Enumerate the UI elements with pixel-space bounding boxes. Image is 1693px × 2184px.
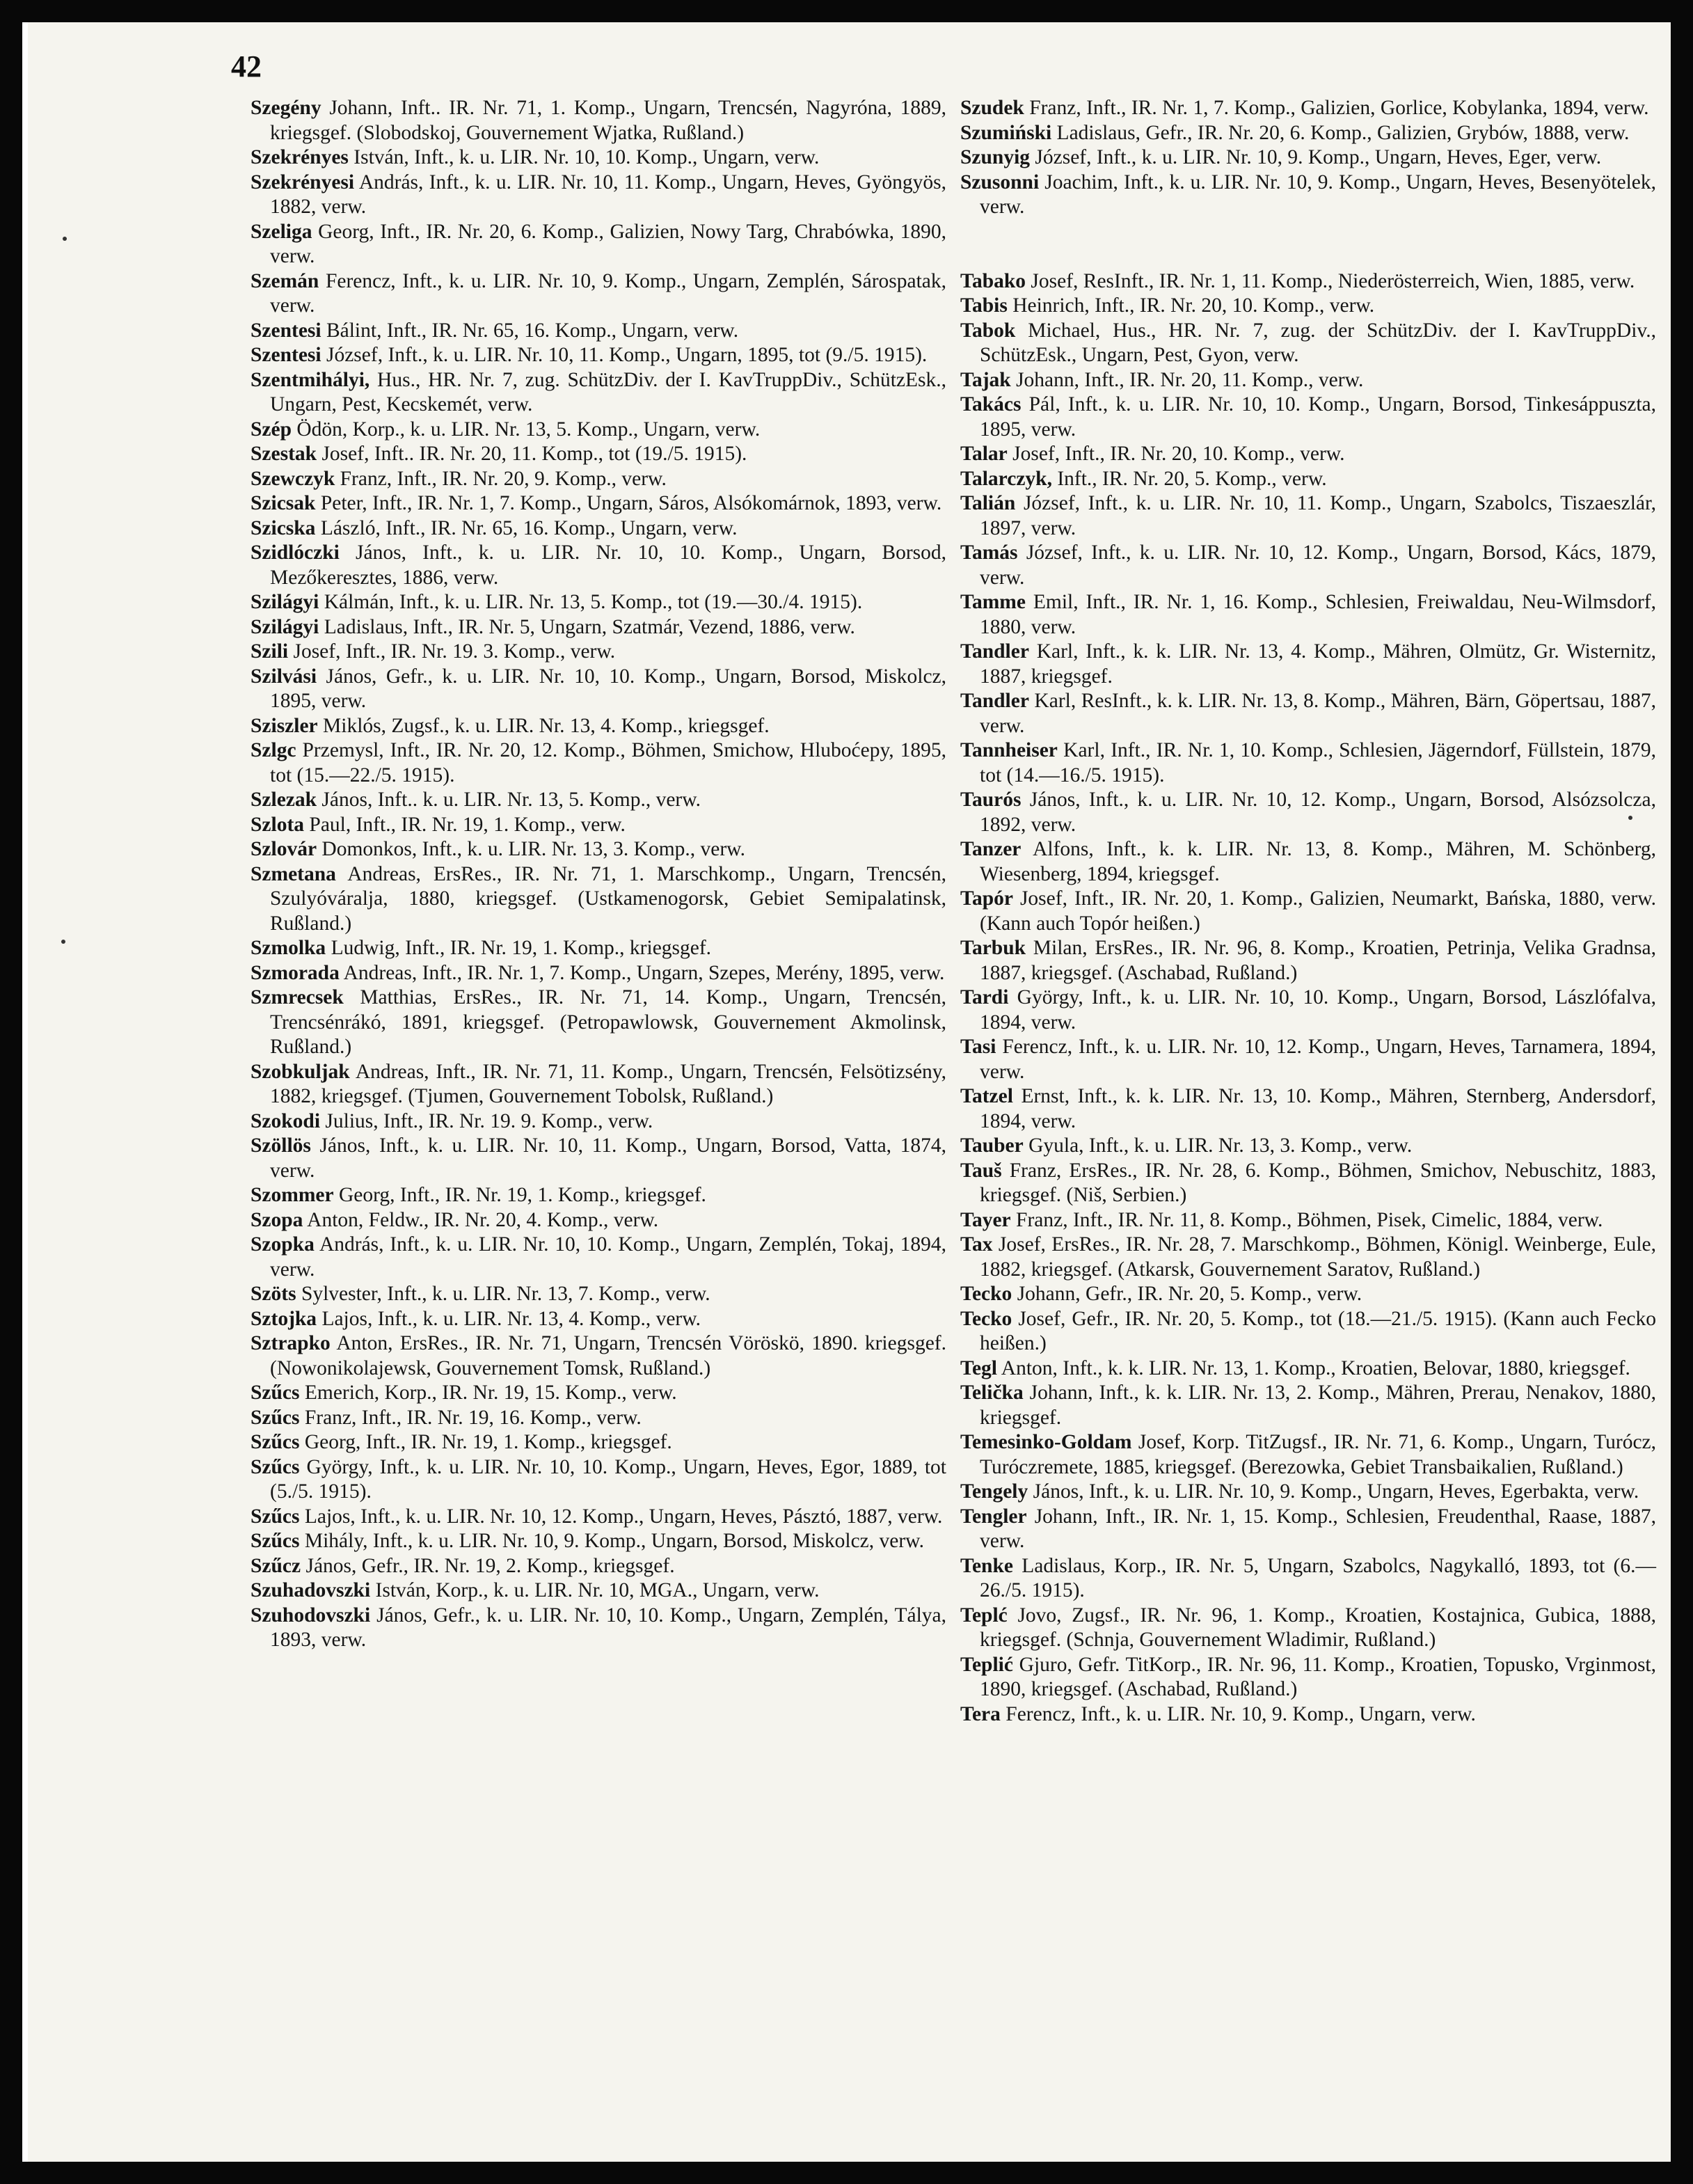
entry-details: Josef, Korp. TitZugsf., IR. Nr. 71, 6. Komp., Ungarn, Turócz, Turóczremete, 1885, kriegsgef. (Berezowka, Gebiet Transbaikalien, Rußland.)	[980, 1431, 1657, 1478]
entry-details: Ferencz, Inft., k. u. LIR. Nr. 10, 9. Komp., Ungarn, Zemplén, Sárospatak, verw.	[270, 269, 947, 317]
entry-details: Hus., HR. Nr. 7, zug. SchützDiv. der I. KavTruppDiv., SchützEsk., Ungarn, Pest, Kecskemét, verw.	[270, 368, 946, 416]
register-entry	[960, 1233, 1656, 1282]
entry-surname: Talián	[960, 492, 1016, 514]
register-entry	[960, 1480, 1656, 1505]
register-entry	[251, 516, 946, 541]
entry-surname: Szopa	[251, 1208, 303, 1231]
register-entry	[960, 491, 1656, 541]
entry-details: János, Inft., k. u. LIR. Nr. 10, 12. Komp., Ungarn, Borsod, Alsózsolcza, 1892, verw.	[980, 789, 1656, 836]
entry-surname: Tabok	[960, 319, 1016, 342]
entry-details: András, Inft., k. u. LIR. Nr. 10, 10. Komp., Ungarn, Zemplén, Tokaj, 1894, verw.	[270, 1233, 946, 1281]
entry-details: József, Inft., k. u. LIR. Nr. 10, 11. Komp., Ungarn, 1895, tot (9./5. 1915).	[326, 344, 928, 366]
entry-details: Joachim, Inft., k. u. LIR. Nr. 10, 9. Komp., Ungarn, Heves, Besenyötelek, verw.	[980, 171, 1656, 218]
register-entry	[960, 1282, 1656, 1307]
entry-surname: Szlota	[251, 813, 305, 836]
entry-details: Paul, Inft., IR. Nr. 19, 1. Komp., verw.	[309, 813, 626, 836]
entry-details: Johann, Inft., IR. Nr. 20, 11. Komp., verw.	[1016, 368, 1364, 391]
register-entry	[960, 1505, 1656, 1554]
entry-surname: Szép	[251, 418, 292, 441]
entry-details: Georg, Inft., IR. Nr. 20, 6. Komp., Galizien, Nowy Targ, Chrabówka, 1890, verw.	[270, 220, 946, 267]
register-entry	[960, 788, 1656, 837]
entry-details: Josef, Inft., IR. Nr. 20, 1. Komp., Galizien, Neumarkt, Bańska, 1880, verw. (Kann auch Topór heißen.)	[980, 887, 1657, 935]
entry-surname: Sztrapko	[251, 1332, 331, 1354]
entry-details: Johann, Inft.. IR. Nr. 71, 1. Komp., Ungarn, Trencsén, Nagyróna, 1889, kriegsgef. (Slobodskoj, Gouvernement Wjatka, Rußland.)	[270, 97, 946, 144]
section-gap	[960, 220, 1656, 269]
register-entry	[251, 1109, 946, 1134]
entry-surname: Tabako	[960, 269, 1026, 292]
register-entry	[251, 1529, 946, 1554]
entry-details: Milan, ErsRes., IR. Nr. 96, 8. Komp., Kroatien, Petrinja, Velika Gradnsa, 1887, kriegsgef. (Aschabad, Rußland.)	[980, 937, 1656, 984]
entry-details: Gjuro, Gefr. TitKorp., IR. Nr. 96, 11. Komp., Kroatien, Topusko, Vrginmost, 1890, kriegsgef. (Aschabad, Rußland.)	[980, 1653, 1656, 1700]
entry-details: Peter, Inft., IR. Nr. 1, 7. Komp., Ungarn, Sáros, Alsókomárnok, 1893, verw.	[320, 492, 942, 514]
entry-details: Emil, Inft., IR. Nr. 1, 16. Komp., Schlesien, Freiwaldau, Neu-Wilmsdorf, 1880, verw.	[980, 591, 1656, 638]
entry-surname: Szumiński	[960, 121, 1052, 144]
register-entry	[251, 467, 946, 492]
entry-details: Franz, Inft., IR. Nr. 11, 8. Komp., Böhmen, Pisek, Cimelic, 1884, verw.	[1016, 1208, 1603, 1231]
entry-surname: Tapór	[960, 887, 1013, 910]
register-entry	[960, 467, 1656, 492]
entry-surname: Tauš	[960, 1159, 1002, 1182]
entry-surname: Szili	[251, 640, 289, 663]
register-entry	[960, 319, 1656, 368]
entry-surname: Tabis	[960, 294, 1008, 317]
register-entry	[251, 837, 946, 862]
entry-details: János, Gefr., IR. Nr. 19, 2. Komp., kriegsgef.	[305, 1554, 675, 1577]
register-entry	[251, 1060, 946, 1109]
margin-speck	[61, 940, 65, 944]
entry-surname: Tayer	[960, 1208, 1011, 1231]
register-entry	[960, 1208, 1656, 1233]
entry-details: János, Inft., k. u. LIR. Nr. 10, 9. Komp., Ungarn, Heves, Egerbakta, verw.	[1033, 1480, 1639, 1503]
entry-details: Anton, ErsRes., IR. Nr. 71, Ungarn, Trencsén Vöröskö, 1890. kriegsgef. (Nowonikolajewsk, Gouvernement Tomsk, Rußland.)	[270, 1332, 946, 1379]
entry-details: Bálint, Inft., IR. Nr. 65, 16. Komp., Ungarn, verw.	[326, 319, 739, 342]
entry-surname: Szöts	[251, 1283, 296, 1305]
entry-details: Ferencz, Inft., k. u. LIR. Nr. 10, 12. Komp., Ungarn, Heves, Tarnamera, 1894, verw.	[980, 1036, 1657, 1083]
entry-surname: Szentesi	[251, 319, 321, 342]
register-entry	[251, 1183, 946, 1208]
entry-surname: Talar	[960, 443, 1008, 465]
register-entry	[960, 1134, 1656, 1159]
entry-surname: Szűcs	[251, 1431, 300, 1453]
entry-details: József, Inft., k. u. LIR. Nr. 10, 9. Komp., Ungarn, Heves, Eger, verw.	[1035, 146, 1602, 168]
register-entry	[960, 269, 1656, 294]
register-entry	[960, 1430, 1656, 1480]
entry-details: Emerich, Korp., IR. Nr. 19, 15. Komp., verw.	[304, 1382, 677, 1404]
entry-surname: Tarbuk	[960, 937, 1026, 959]
entry-surname: Szűcs	[251, 1382, 300, 1404]
entry-details: József, Inft., k. u. LIR. Nr. 10, 11. Komp., Ungarn, Szabolcs, Tiszaeszlár, 1897, verw.	[980, 492, 1656, 539]
entry-details: Ernst, Inft., k. k. LIR. Nr. 13, 10. Komp., Mähren, Sternberg, Andersdorf, 1894, verw.	[980, 1085, 1657, 1132]
register-entry	[251, 1208, 946, 1233]
entry-surname: Szokodi	[251, 1109, 321, 1132]
entry-details: Johann, Inft., IR. Nr. 1, 15. Komp., Schlesien, Freudenthal, Raase, 1887, verw.	[980, 1505, 1656, 1552]
register-entry	[960, 590, 1656, 640]
register-entry	[960, 1381, 1656, 1430]
register-entry	[251, 491, 946, 516]
register-entry	[960, 442, 1656, 467]
entry-details: György, Inft., k. u. LIR. Nr. 10, 10. Komp., Ungarn, Borsod, Lászlófalva, 1894, verw.	[980, 986, 1657, 1034]
entry-details: János, Gefr., k. u. LIR. Nr. 10, 10. Komp., Ungarn, Borsod, Miskolcz, 1895, verw.	[270, 665, 947, 712]
register-entry	[960, 640, 1656, 689]
entry-surname: Szűcz	[251, 1554, 301, 1577]
entry-details: János, Inft., k. u. LIR. Nr. 10, 11. Komp., Ungarn, Borsod, Vatta, 1874, verw.	[270, 1134, 947, 1182]
register-entry	[960, 1653, 1656, 1702]
entry-surname: Szilágyi	[251, 591, 319, 613]
margin-speck	[63, 237, 67, 241]
register-entry	[251, 1554, 946, 1579]
entry-surname: Szűcs	[251, 1530, 300, 1552]
entry-surname: Tandler	[960, 640, 1029, 663]
entry-surname: Szopka	[251, 1233, 315, 1256]
register-entry	[251, 1406, 946, 1431]
entry-surname: Tauber	[960, 1134, 1024, 1157]
register-entry	[960, 1307, 1656, 1356]
entry-details: Karl, Inft., k. k. LIR. Nr. 13, 4. Komp., Mähren, Olmütz, Gr. Wisternitz, 1887, kriegsgef.	[980, 640, 1656, 688]
entry-details: Ladislaus, Korp., IR. Nr. 5, Ungarn, Szabolcs, Nagykalló, 1893, tot (6.—26./5. 1915).	[980, 1554, 1657, 1601]
entry-details: József, Inft., k. u. LIR. Nr. 10, 12. Komp., Ungarn, Borsod, Kács, 1879, verw.	[980, 541, 1656, 589]
register-entry	[251, 1430, 946, 1455]
entry-details: András, Inft., k. u. LIR. Nr. 10, 11. Komp., Ungarn, Heves, Gyöngyös, 1882, verw.	[270, 171, 947, 218]
entry-details: Lajos, Inft., k. u. LIR. Nr. 13, 4. Komp., verw.	[321, 1307, 701, 1330]
entry-surname: Tengely	[960, 1480, 1028, 1503]
register-entry	[251, 961, 946, 986]
margin-speck	[1628, 816, 1632, 820]
entry-surname: Szekrényesi	[251, 171, 355, 193]
register-entry	[251, 145, 946, 171]
entry-surname: Szidlóczki	[251, 541, 340, 564]
page-number: 42	[231, 49, 262, 84]
entry-details: Anton, Feldw., IR. Nr. 20, 4. Komp., verw.	[307, 1208, 659, 1231]
left-column	[251, 96, 946, 1653]
entry-surname: Szicska	[251, 516, 316, 539]
register-entry	[251, 738, 946, 788]
right-column	[960, 96, 1656, 1727]
register-entry	[251, 1282, 946, 1307]
entry-details: Andreas, ErsRes., IR. Nr. 71, 1. Marschkomp., Ungarn, Trencsén, Szulyóváralja, 1880, kriegsgef. (Ustkamenogorsk, Gebiet Semipalatinsk, Rußland.)	[270, 862, 947, 935]
entry-surname: Szewczyk	[251, 467, 335, 490]
register-entry	[251, 319, 946, 344]
entry-details: János, Gefr., k. u. LIR. Nr. 10, 10. Komp., Ungarn, Zemplén, Tályа, 1893, verw.	[270, 1604, 946, 1651]
entry-surname: Tecko	[960, 1283, 1012, 1305]
register-entry	[960, 121, 1656, 146]
entry-surname: Tamás	[960, 541, 1018, 564]
entry-details: Alfons, Inft., k. k. LIR. Nr. 13, 8. Komp., Mähren, M. Schönberg, Wiesenberg, 1894, kriegsgef.	[980, 838, 1656, 885]
entry-details: Lajos, Inft., k. u. LIR. Nr. 10, 12. Komp., Ungarn, Heves, Pásztó, 1887, verw.	[304, 1505, 943, 1528]
entry-surname: Szentmihályi,	[251, 368, 370, 391]
entry-surname: Sztojka	[251, 1307, 317, 1330]
entry-surname: Szűcs	[251, 1455, 300, 1478]
entry-surname: Szunyig	[960, 146, 1031, 168]
entry-details: Anton, Inft., k. k. LIR. Nr. 13, 1. Komp., Kroatien, Belovar, 1880, kriegsgef.	[1001, 1356, 1630, 1379]
register-entry	[960, 294, 1656, 319]
register-entry	[960, 936, 1656, 986]
register-entry	[251, 813, 946, 838]
register-entry	[960, 541, 1656, 590]
entry-details: Karl, Inft., IR. Nr. 1, 10. Komp., Schlesien, Jägerndorf, Füllstein, 1879, tot (14.—16./5. 1915).	[980, 739, 1656, 786]
entry-surname: Tax	[960, 1233, 993, 1256]
entry-surname: Tamme	[960, 591, 1026, 613]
entry-details: Josef, Inft., IR. Nr. 20, 10. Komp., verw.	[1012, 443, 1345, 465]
register-entry	[251, 1233, 946, 1282]
entry-details: Karl, ResInft., k. k. LIR. Nr. 13, 8. Komp., Mähren, Bärn, Göpertsau, 1887, verw.	[980, 690, 1657, 737]
entry-surname: Talarczyk,	[960, 467, 1052, 490]
register-entry	[251, 96, 946, 145]
entry-details: Matthias, ErsRes., IR. Nr. 71, 14. Komp., Ungarn, Trencsén, Trencsénrákó, 1891, kriegsgef. (Petropawlowsk, Gouvernement Akmolinsk, Rußland.)	[270, 986, 946, 1058]
register-entry	[960, 1356, 1656, 1382]
entry-surname: Szuhodovszki	[251, 1604, 371, 1627]
entry-surname: Takács	[960, 393, 1022, 416]
entry-details: Josef, ErsRes., IR. Nr. 28, 7. Marschkomp., Böhmen, Königl. Weinberge, Eule, 1882, kriegsgef. (Atkarsk, Gouvernement Saratov, Rußland.)	[980, 1233, 1656, 1281]
entry-surname: Tatzel	[960, 1085, 1013, 1107]
register-entry	[251, 1505, 946, 1530]
register-entry	[960, 837, 1656, 887]
entry-surname: Teplić	[960, 1653, 1013, 1676]
register-entry	[251, 714, 946, 739]
entry-details: Georg, Inft., IR. Nr. 19, 1. Komp., kriegsgef.	[338, 1184, 706, 1206]
right-column-t-entries	[960, 269, 1656, 1727]
entry-details: Andreas, Inft., IR. Nr. 71, 11. Komp., Ungarn, Trencsén, Felsötizsény, 1882, kriegsgef. (Tjumen, Gouvernement Tobolsk, Rußland.)	[270, 1060, 947, 1107]
entry-details: Przemysl, Inft., IR. Nr. 20, 12. Komp., Böhmen, Smichow, Hluboćepy, 1895, tot (15.—22./5. 1915).	[270, 739, 946, 786]
entry-surname: Szicsak	[251, 492, 316, 514]
entry-details: Julius, Inft., IR. Nr. 19. 9. Komp., verw.	[325, 1109, 653, 1132]
register-entry	[960, 1084, 1656, 1134]
entry-surname: Szlovár	[251, 838, 317, 860]
entry-details: Sylvester, Inft., k. u. LIR. Nr. 13, 7. Komp., verw.	[301, 1283, 710, 1305]
register-entry	[251, 665, 946, 714]
entry-details: Franz, Inft., IR. Nr. 20, 9. Komp., verw.	[340, 467, 667, 490]
register-entry	[251, 936, 946, 961]
entry-surname: Szusonni	[960, 171, 1040, 193]
entry-details: Kálmán, Inft., k. u. LIR. Nr. 13, 5. Komp., tot (19.—30./4. 1915).	[324, 591, 863, 613]
entry-surname: Tardi	[960, 986, 1009, 1008]
entry-surname: Telička	[960, 1382, 1024, 1404]
document-page	[28, 15, 1674, 2166]
entry-details: Pál, Inft., k. u. LIR. Nr. 10, 10. Komp., Ungarn, Borsod, Tinkesáppuszta, 1895, verw.	[980, 393, 1657, 441]
entry-surname: Szlezak	[251, 789, 317, 811]
register-entry	[960, 1554, 1656, 1604]
entry-details: Heinrich, Inft., IR. Nr. 20, 10. Komp., verw.	[1012, 294, 1375, 317]
entry-surname: Szentesi	[251, 344, 321, 366]
register-entry	[251, 788, 946, 813]
register-entry	[960, 368, 1656, 393]
entry-surname: Szobkuljak	[251, 1060, 350, 1083]
entry-details: István, Inft., k. u. LIR. Nr. 10, 10. Komp., Ungarn, verw.	[353, 146, 820, 168]
register-entry	[251, 269, 946, 319]
entry-surname: Tanzer	[960, 838, 1022, 860]
entry-details: János, Inft., k. u. LIR. Nr. 10, 10. Komp., Ungarn, Borsod, Mezőkeresztes, 1886, verw.	[270, 541, 947, 589]
entry-surname: Tera	[960, 1702, 1001, 1725]
register-entry	[960, 887, 1656, 936]
register-entry	[960, 393, 1656, 442]
entry-details: Josef, ResInft., IR. Nr. 1, 11. Komp., Niederösterreich, Wien, 1885, verw.	[1031, 269, 1635, 292]
register-entry	[251, 590, 946, 615]
register-entry	[251, 442, 946, 467]
register-entry	[960, 1159, 1656, 1208]
register-entry	[251, 640, 946, 665]
register-entry	[251, 220, 946, 269]
register-entry	[960, 96, 1656, 121]
register-entry	[251, 171, 946, 220]
entry-details: Franz, Inft., IR. Nr. 19, 16. Komp., verw.	[304, 1406, 642, 1429]
entry-surname: Szegény	[251, 97, 321, 119]
register-entry	[960, 738, 1656, 788]
entry-surname: Szudek	[960, 97, 1024, 119]
entry-details: Mihály, Inft., k. u. LIR. Nr. 10, 9. Komp., Ungarn, Borsod, Miskolcz, verw.	[304, 1530, 924, 1552]
entry-surname: Szmolka	[251, 937, 326, 959]
register-entry	[251, 1331, 946, 1381]
register-entry	[251, 541, 946, 590]
entry-details: Michael, Hus., HR. Nr. 7, zug. der SchützDiv. der I. KavTruppDiv., SchützEsk., Ungarn, Pest, Gyon, verw.	[980, 319, 1656, 366]
register-entry	[251, 862, 946, 937]
register-entry	[960, 1604, 1656, 1653]
register-entry	[251, 986, 946, 1060]
register-entry	[251, 418, 946, 443]
entry-surname: Tasi	[960, 1036, 996, 1058]
register-entry	[251, 368, 946, 418]
entry-surname: Tecko	[960, 1307, 1012, 1330]
entry-details: Georg, Inft., IR. Nr. 19, 1. Komp., kriegsgef.	[304, 1431, 672, 1453]
register-entry	[251, 1134, 946, 1183]
entry-details: Johann, Inft., k. k. LIR. Nr. 13, 2. Komp., Mähren, Prerau, Nenakov, 1880, kriegsgef.	[980, 1382, 1657, 1429]
register-entry	[251, 1455, 946, 1505]
entry-details: Franz, Inft., IR. Nr. 1, 7. Komp., Galizien, Gorlice, Kobylanka, 1894, verw.	[1029, 97, 1649, 119]
entry-surname: Szűcs	[251, 1505, 300, 1528]
entry-surname: Szeliga	[251, 220, 312, 243]
register-entry	[251, 1604, 946, 1653]
entry-details: Gyula, Inft., k. u. LIR. Nr. 13, 3. Komp., verw.	[1028, 1134, 1413, 1157]
register-entry	[251, 343, 946, 368]
entry-details: Ladislaus, Inft., IR. Nr. 5, Ungarn, Szatmár, Vezend, 1886, verw.	[324, 615, 855, 638]
entry-details: Andreas, Inft., IR. Nr. 1, 7. Komp., Ungarn, Szepes, Merény, 1895, verw.	[343, 961, 945, 984]
entry-surname: Tengler	[960, 1505, 1027, 1528]
entry-surname: Szommer	[251, 1184, 334, 1206]
entry-details: Ödön, Korp., k. u. LIR. Nr. 13, 5. Komp., Ungarn, verw.	[296, 418, 761, 441]
entry-surname: Szmrecsek	[251, 986, 344, 1008]
entry-details: Domonkos, Inft., k. u. LIR. Nr. 13, 3. Komp., verw.	[321, 838, 745, 860]
entry-surname: Tannheiser	[960, 739, 1058, 761]
register-entry	[960, 145, 1656, 171]
register-entry	[960, 1035, 1656, 1084]
entry-surname: Temesinko-Goldam	[960, 1431, 1132, 1453]
register-entry	[960, 1702, 1656, 1727]
entry-surname: Szemán	[251, 269, 319, 292]
entry-surname: Szöllös	[251, 1134, 311, 1157]
right-column-s-entries	[960, 96, 1656, 220]
entry-surname: Szmetana	[251, 862, 336, 885]
entry-details: György, Inft., k. u. LIR. Nr. 10, 10. Komp., Ungarn, Heves, Egor, 1889, tot (5./5. 1915).	[270, 1455, 946, 1503]
entry-details: Ludwig, Inft., IR. Nr. 19, 1. Komp., kriegsgef.	[331, 937, 712, 959]
entry-surname: Tajak	[960, 368, 1011, 391]
entry-surname: Teplć	[960, 1604, 1008, 1627]
register-entry	[960, 689, 1656, 738]
entry-surname: Tenke	[960, 1554, 1013, 1577]
entry-details: Inft., IR. Nr. 20, 5. Komp., verw.	[1057, 467, 1327, 490]
entry-surname: Szestak	[251, 443, 317, 465]
entry-surname: Tandler	[960, 690, 1029, 712]
register-entry	[251, 615, 946, 640]
register-entry	[251, 1381, 946, 1406]
entry-details: Johann, Gefr., IR. Nr. 20, 5. Komp., verw.	[1017, 1283, 1362, 1305]
entry-surname: Szilvási	[251, 665, 317, 688]
entry-surname: Tegl	[960, 1356, 998, 1379]
entry-surname: Szmorada	[251, 961, 340, 984]
entry-details: Josef, Inft.. IR. Nr. 20, 11. Komp., tot (19./5. 1915).	[321, 443, 747, 465]
entry-surname: Szűcs	[251, 1406, 300, 1429]
entry-surname: Taurós	[960, 789, 1022, 811]
entry-details: Jovo, Zugsf., IR. Nr. 96, 1. Komp., Kroatien, Kostajnica, Gubica, 1888, kriegsgef. (Schnja, Gouvernement Wladimir, Rußland.)	[980, 1604, 1657, 1651]
entry-details: Josef, Inft., IR. Nr. 19. 3. Komp., verw.	[293, 640, 616, 663]
entry-details: Miklós, Zugsf., k. u. LIR. Nr. 13, 4. Komp., kriegsgef.	[323, 714, 770, 737]
register-entry	[251, 1307, 946, 1332]
register-entry	[960, 986, 1656, 1035]
entry-details: Ferencz, Inft., k. u. LIR. Nr. 10, 9. Komp., Ungarn, verw.	[1006, 1702, 1476, 1725]
entry-details: Ladislaus, Gefr., IR. Nr. 20, 6. Komp., Galizien, Grybów, 1888, verw.	[1056, 121, 1630, 144]
register-entry	[251, 1578, 946, 1604]
entry-surname: Szlgc	[251, 739, 296, 761]
entry-details: János, Inft.. k. u. LIR. Nr. 13, 5. Komp., verw.	[321, 789, 701, 811]
entry-details: László, Inft., IR. Nr. 65, 16. Komp., Ungarn, verw.	[320, 516, 738, 539]
entry-details: Josef, Gefr., IR. Nr. 20, 5. Komp., tot (18.—21./5. 1915). (Kann auch Fecko heißen.)	[980, 1307, 1656, 1354]
register-entry	[960, 171, 1656, 220]
entry-surname: Szilágyi	[251, 615, 319, 638]
entry-details: Franz, ErsRes., IR. Nr. 28, 6. Komp., Böhmen, Smichov, Nebuschitz, 1883, kriegsgef. (Niš, Serbien.)	[980, 1159, 1657, 1206]
entry-surname: Szekrényes	[251, 146, 349, 168]
entry-surname: Szuhadovszki	[251, 1579, 371, 1601]
entry-surname: Sziszler	[251, 714, 318, 737]
entry-details: István, Korp., k. u. LIR. Nr. 10, MGA., Ungarn, verw.	[375, 1579, 820, 1601]
